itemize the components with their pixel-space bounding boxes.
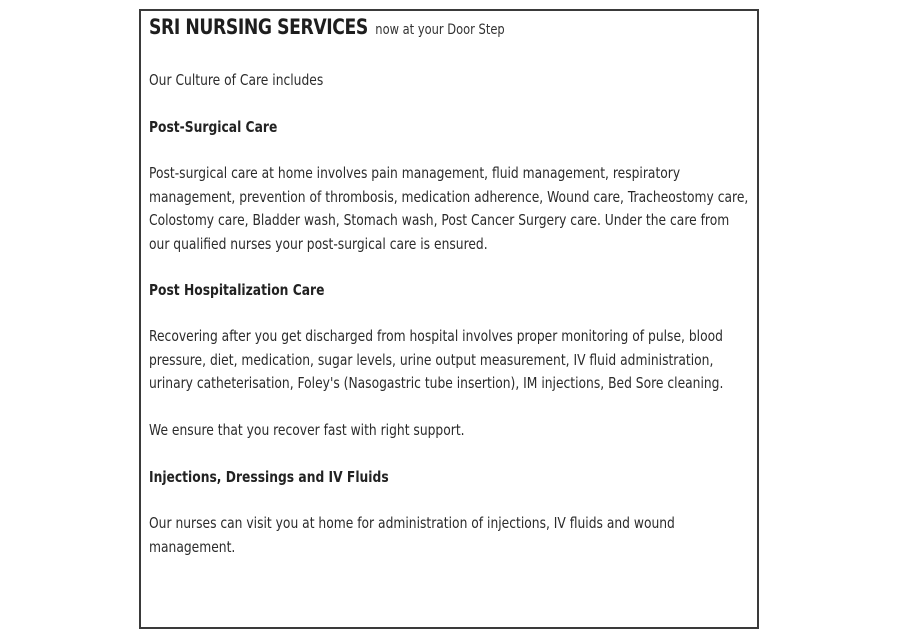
body-line: Recovering after you get discharged from hospital involves proper monitoring of pulse, blood [149,327,723,345]
body-line: management, prevention of thrombosis, medication adherence, Wound care, Tracheostomy care, [149,187,749,206]
intro-text: Our Culture of Care includes [149,71,324,89]
section-heading-post-surgical: Post-Surgical Care [149,118,278,136]
company-tagline: now at your Door Step [375,22,505,38]
body-line: Our nurses can visit you at home for administration of injections, IV fluids and wound [149,514,675,532]
body-line: pressure, diet, medication, sugar levels, urine output measurement, IV fluid administration, [149,350,714,369]
body-line: our qualified nurses your post-surgical care is ensured. [149,234,488,253]
section-body-post-surgical [149,162,748,256]
section-body-injections [149,512,675,559]
body-line: Colostomy care, Bladder wash, Stomach wash, Post Cancer Surgery care. Under the care from [149,211,730,229]
section-heading-injections: Injections, Dressings and IV Fluids [149,468,389,486]
body-line: management. [149,537,236,556]
company-title: SRI NURSING SERVICES [149,15,368,39]
recovery-statement: We ensure that you recover fast with right support. [149,421,465,439]
section-body-post-hospitalization [149,325,723,396]
body-line: urinary catheterisation, Foley's (Nasogastric tube insertion), IM injections, Bed Sore cleaning. [149,374,724,392]
section-heading-post-hospitalization: Post Hospitalization Care [149,281,325,299]
body-line: Post-surgical care at home involves pain management, fluid management, respiratory [149,164,681,182]
document-frame [139,9,759,629]
header-line [149,15,505,39]
